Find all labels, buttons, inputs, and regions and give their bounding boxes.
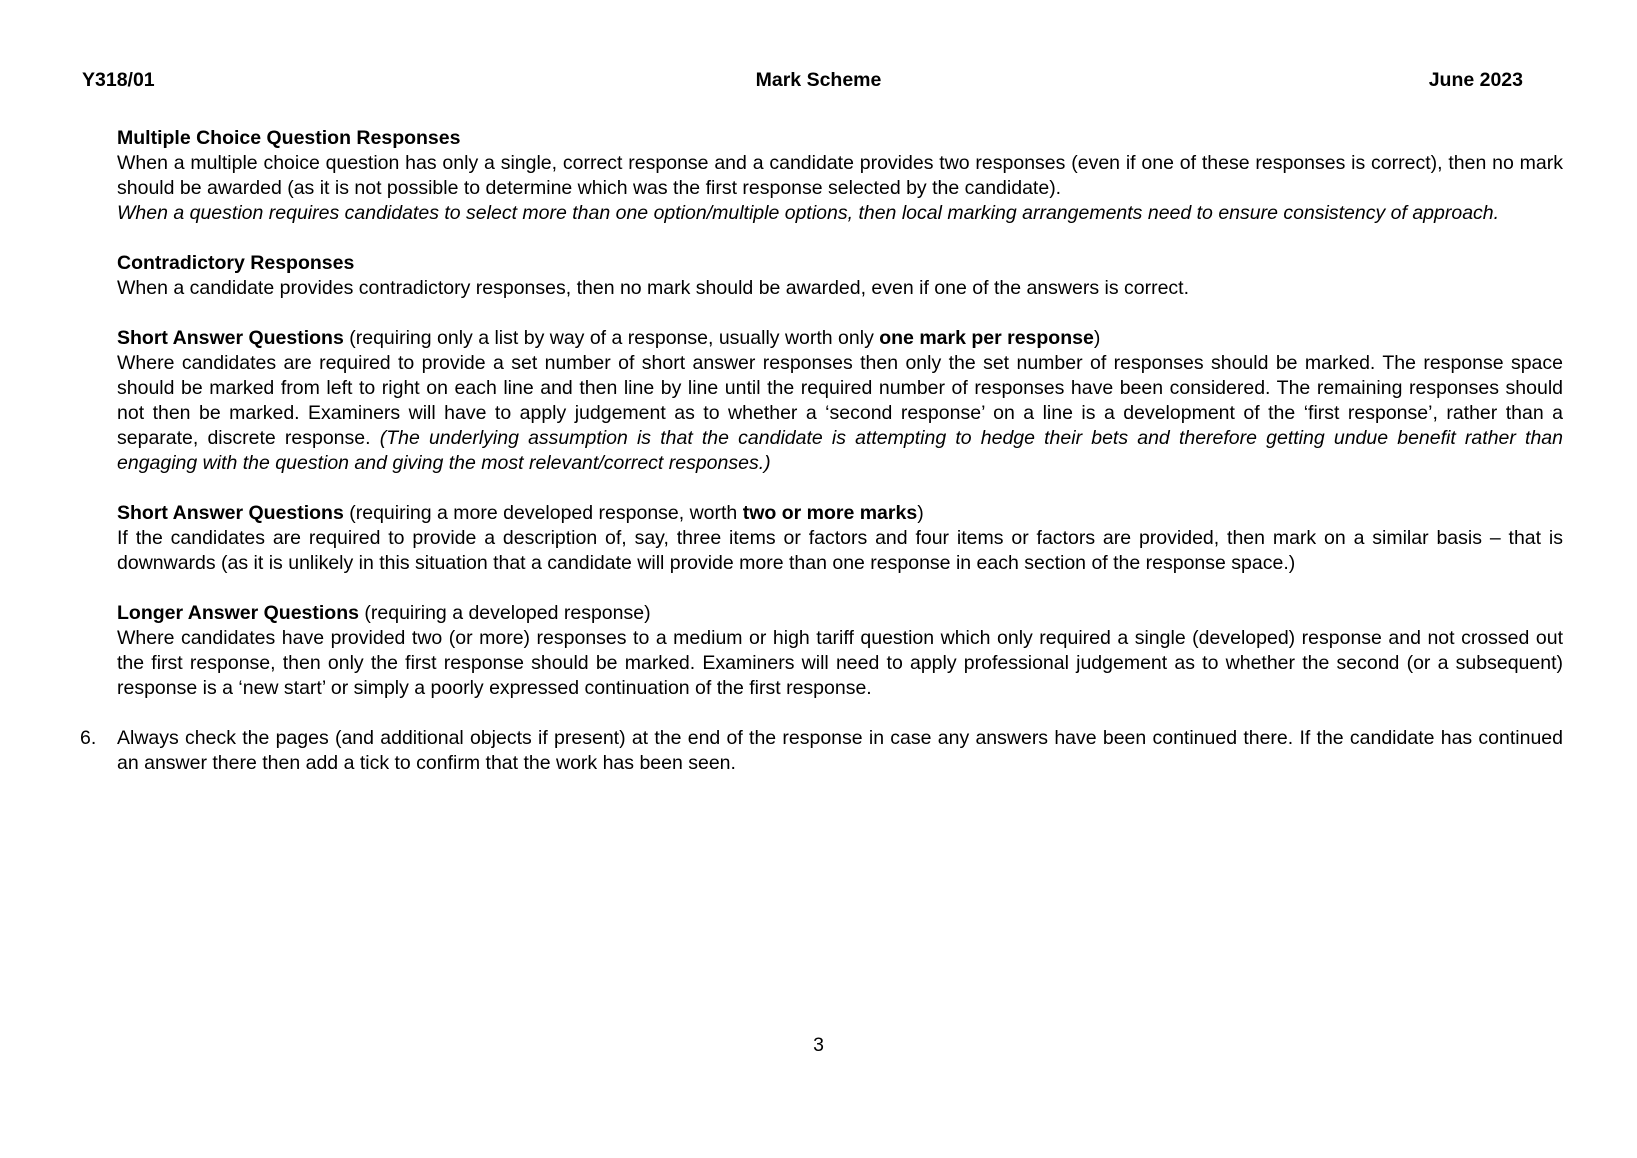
paper-code: Y318/01 xyxy=(82,69,155,91)
section-heading: Short Answer Questions (requiring a more developed response, worth two or more marks) xyxy=(117,502,924,524)
section-short-answer-list xyxy=(117,326,1563,476)
section-paragraph: When a multiple choice question has only a single, correct response and a candidate provides two responses (even if one of these responses is correct), then no mark should be awarded (as it is not possible to determine which was the first response selected by the candidate). xyxy=(117,152,1563,199)
session-date: June 2023 xyxy=(1428,69,1523,91)
list-item-number: 6. xyxy=(80,727,97,749)
section-paragraph: When a question requires candidates to select more than one option/multiple options, then local marking arrangements need to ensure consistency of approach. xyxy=(117,202,1500,224)
section-heading: Longer Answer Questions (requiring a developed response) xyxy=(117,602,651,624)
document-body xyxy=(80,126,1563,776)
section-paragraph: When a candidate provides contradictory responses, then no mark should be awarded, even if one of the answers is correct. xyxy=(117,277,1190,299)
section-paragraph: Where candidates are required to provide a set number of short answer responses then only the set number of responses should be marked. The response space should be marked from left to right on each line and then line by line until the required number of responses have been considered. The remaining responses should not then be marked. Examiners will have to apply judgement as to whether a ‘second response’ on a line is a development of the ‘first response’, rather than a separate, discrete response. (The underlying assumption is that the candidate is attempting to hedge their bets and therefore getting undue benefit rather than engaging with the question and giving the most relevant/correct responses.) xyxy=(117,352,1563,474)
section-multiple-choice-responses xyxy=(117,126,1563,226)
section-longer-answer xyxy=(117,601,1563,701)
section-heading: Contradictory Responses xyxy=(117,252,355,274)
document-title: Mark Scheme xyxy=(755,69,882,91)
section-paragraph: Where candidates have provided two (or more) responses to a medium or high tariff question which only required a single (developed) response and not crossed out the first response, then only the first response should be marked. Examiners will need to apply professional judgement as to whether the second (or a subsequent) response is a ‘new start’ or simply a poorly expressed continuation of the first response. xyxy=(117,627,1563,699)
section-heading: Short Answer Questions (requiring only a list by way of a response, usually worth only one mark per response) xyxy=(117,327,1101,349)
page-number: 3 xyxy=(813,1034,824,1056)
list-item-text: Always check the pages (and additional objects if present) at the end of the response in case any answers have been continued there. If the candidate has continued an answer there then add a tick to confirm that the work has been seen. xyxy=(117,727,1563,774)
section-paragraph: If the candidates are required to provide a description of, say, three items or factors and four items or factors are provided, then mark on a similar basis – that is downwards (as it is unlikely in this situation that a candidate will provide more than one response in each section of the response space.) xyxy=(117,527,1563,574)
section-short-answer-developed xyxy=(117,501,1563,576)
section-heading: Multiple Choice Question Responses xyxy=(117,127,461,149)
section-contradictory-responses xyxy=(117,251,1563,301)
numbered-item-6 xyxy=(80,726,1563,776)
